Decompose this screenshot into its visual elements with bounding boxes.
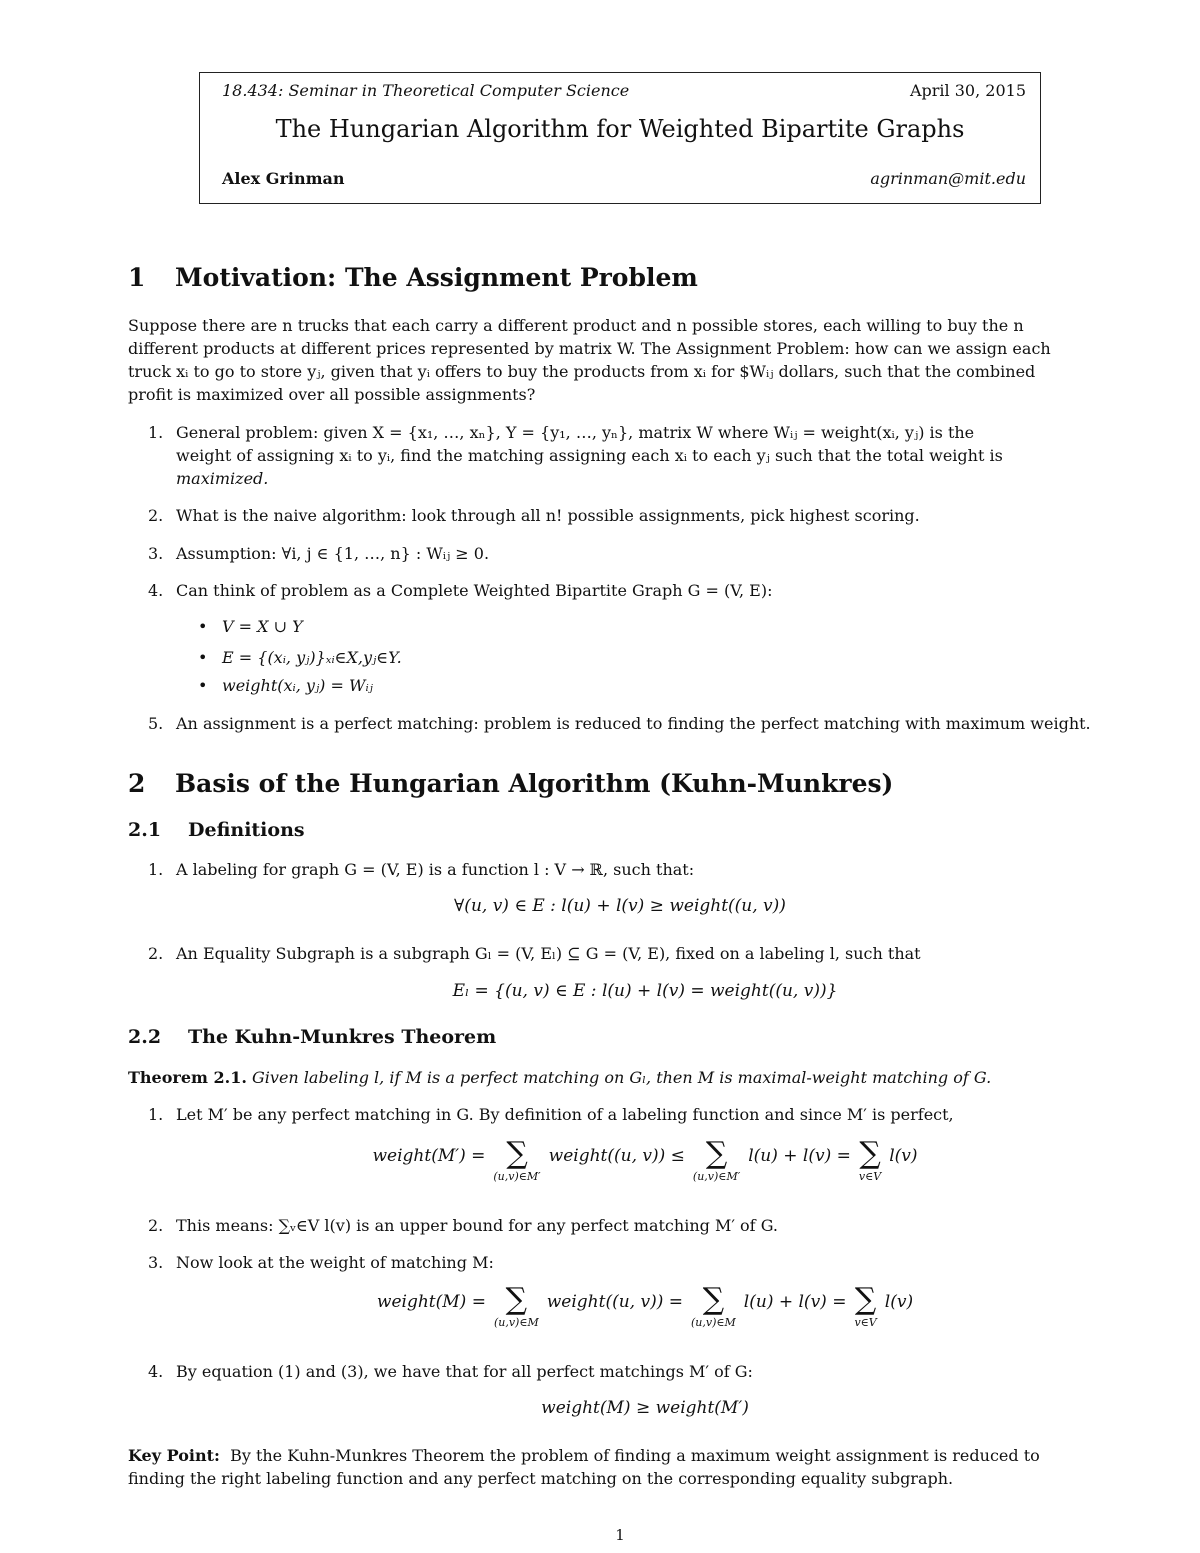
bullet-text: weight(xᵢ, yⱼ) = Wᵢⱼ bbox=[222, 676, 373, 695]
equation-term: l(u) + l(v) = bbox=[743, 1292, 847, 1312]
page-number: 1 bbox=[615, 1526, 625, 1544]
list-item bbox=[148, 421, 1116, 490]
author-email: agrinman@mit.edu bbox=[870, 169, 1026, 188]
key-point-label: Key Point: bbox=[128, 1446, 220, 1465]
key-point-line bbox=[128, 1444, 1118, 1467]
proof-item bbox=[148, 1360, 1116, 1383]
sigma-symbol: ∑ bbox=[705, 1136, 728, 1171]
equation-term: l(v) bbox=[884, 1292, 914, 1312]
item-line: General problem: given X = {x₁, …, xₙ}, Y = {y₁, …, yₙ}, matrix W where Wᵢⱼ = weight(xᵢ, yⱼ) is the bbox=[176, 423, 975, 442]
list-item bbox=[148, 504, 1116, 527]
equality-subgraph-equation: Eₗ = {(u, v) ∈ E : l(u) + l(v) = weight((u, v))} bbox=[452, 981, 838, 1001]
summation bbox=[493, 1136, 541, 1183]
item-number: 1. bbox=[148, 860, 164, 879]
proof-item bbox=[148, 1251, 1116, 1274]
item-number: 3. bbox=[148, 1253, 164, 1272]
proof-text: Now look at the weight of matching M: bbox=[176, 1253, 494, 1272]
proof-text: This means: ∑ᵥ∈V l(v) is an upper bound for any perfect matching M′ of G. bbox=[176, 1216, 778, 1235]
proof-item bbox=[148, 1214, 1116, 1237]
equation-term: weight((u, v)) = bbox=[546, 1292, 683, 1312]
bullet-text: E = {(xᵢ, yⱼ)}ₓᵢ∈X,yⱼ∈Y. bbox=[222, 648, 402, 667]
proof-text: By equation (1) and (3), we have that for all perfect matchings M′ of G: bbox=[176, 1362, 753, 1381]
summation-range: (u,v)∈M bbox=[493, 1316, 539, 1329]
definition-item bbox=[148, 942, 1116, 965]
item-line: Assumption: ∀i, j ∈ {1, …, n} : Wᵢⱼ ≥ 0. bbox=[176, 544, 490, 563]
item-line: weight of assigning xᵢ to yᵢ, find the matching assigning each xᵢ to each yⱼ such that the total weight is bbox=[176, 446, 1003, 465]
sigma-symbol: ∑ bbox=[506, 1136, 528, 1171]
header-box bbox=[199, 72, 1041, 204]
item-number: 4. bbox=[148, 1362, 164, 1381]
sigma-symbol: ∑ bbox=[505, 1282, 528, 1317]
intro-paragraph bbox=[128, 314, 1118, 406]
item-number: 3. bbox=[148, 544, 164, 563]
bullet-dot: • bbox=[198, 617, 208, 636]
key-point-paragraph bbox=[128, 1444, 1118, 1490]
subsection-heading bbox=[128, 1026, 496, 1048]
subsection-title: The Kuhn-Munkres Theorem bbox=[188, 1026, 497, 1048]
definition-item bbox=[148, 858, 1116, 881]
item-line: An assignment is a perfect matching: problem is reduced to finding the perfect matching with maximum weight. bbox=[176, 714, 1091, 733]
summation-range: (u,v)∈M′ bbox=[692, 1170, 741, 1183]
equation-1 bbox=[0, 1136, 1200, 1183]
summation-range: v∈V bbox=[854, 1316, 877, 1329]
document-title: The Hungarian Algorithm for Weighted Bipartite Graphs bbox=[275, 115, 965, 143]
theorem-statement bbox=[128, 1066, 991, 1089]
bullet-dot: • bbox=[198, 676, 208, 695]
item-number: 2. bbox=[148, 506, 164, 525]
equation-3 bbox=[0, 1282, 1200, 1329]
theorem-label: Theorem 2.1. bbox=[128, 1068, 247, 1087]
proof-item bbox=[148, 1103, 1116, 1126]
item-number: 1. bbox=[148, 423, 164, 442]
bullet-item bbox=[198, 648, 402, 667]
section-2-heading bbox=[128, 769, 893, 798]
summation-range: (u,v)∈M bbox=[691, 1316, 736, 1329]
item-number: 2. bbox=[148, 1216, 164, 1235]
sigma-symbol: ∑ bbox=[859, 1136, 881, 1171]
course-name: 18.434: Seminar in Theoretical Computer Science bbox=[222, 81, 630, 100]
item-number: 4. bbox=[148, 581, 164, 600]
summation bbox=[692, 1136, 741, 1183]
equation-term: l(u) + l(v) = bbox=[748, 1146, 851, 1166]
section-number: 2 bbox=[128, 769, 146, 798]
definition-text: A labeling for graph G = (V, E) is a function l : V → ℝ, such that: bbox=[176, 860, 695, 879]
bullet-dot: • bbox=[198, 648, 208, 667]
section-title: Basis of the Hungarian Algorithm (Kuhn-Munkres) bbox=[175, 769, 894, 798]
list-item bbox=[148, 579, 1116, 602]
equation-lhs: weight(M′) = bbox=[372, 1146, 486, 1166]
author-name: Alex Grinman bbox=[222, 169, 345, 188]
theorem-text: Given labeling l, if M is a perfect matching on Gₗ, then M is maximal-weight matching of G. bbox=[252, 1068, 992, 1087]
bullet-item bbox=[198, 617, 303, 636]
item-number: 1. bbox=[148, 1105, 164, 1124]
item-line: What is the naive algorithm: look through all n! possible assignments, pick highest scoring. bbox=[176, 506, 920, 525]
proof-text: Let M′ be any perfect matching in G. By definition of a labeling function and since M′ is perfect, bbox=[176, 1105, 954, 1124]
summation bbox=[858, 1136, 882, 1183]
intro-line: Suppose there are n trucks that each carry a different product and n possible stores, each willing to buy the n bbox=[128, 316, 1024, 335]
item-line: Can think of problem as a Complete Weighted Bipartite Graph G = (V, E): bbox=[176, 581, 773, 600]
key-point-line: finding the right labeling function and any perfect matching on the corresponding equality subgraph. bbox=[128, 1469, 954, 1488]
summation bbox=[493, 1282, 539, 1329]
bullet-item bbox=[198, 676, 373, 695]
final-inequality: weight(M) ≥ weight(M′) bbox=[541, 1398, 749, 1418]
document-date: April 30, 2015 bbox=[909, 81, 1026, 100]
list-item bbox=[148, 712, 1116, 735]
sigma-symbol: ∑ bbox=[854, 1282, 877, 1317]
section-1-heading bbox=[128, 263, 698, 292]
item-line: maximized. bbox=[176, 469, 269, 488]
summation-range: v∈V bbox=[858, 1170, 882, 1183]
subsection-number: 2.1 bbox=[128, 819, 162, 841]
key-point-text: By the Kuhn-Munkres Theorem the problem of finding a maximum weight assignment is reduced to bbox=[230, 1446, 1040, 1465]
intro-line: profit is maximized over all possible assignments? bbox=[128, 385, 536, 404]
section-title: Motivation: The Assignment Problem bbox=[175, 263, 698, 292]
equation-term: weight((u, v)) ≤ bbox=[548, 1146, 685, 1166]
definition-text: An Equality Subgraph is a subgraph Gₗ = (V, Eₗ) ⊆ G = (V, E), fixed on a labeling l, such that bbox=[176, 944, 921, 963]
labeling-equation: ∀(u, v) ∈ E : l(u) + l(v) ≥ weight((u, v)) bbox=[454, 896, 786, 916]
bullet-text: V = X ∪ Y bbox=[222, 617, 303, 636]
summation bbox=[854, 1282, 877, 1329]
summation-range: (u,v)∈M′ bbox=[493, 1170, 541, 1183]
item-number: 5. bbox=[148, 714, 164, 733]
equation-lhs: weight(M) = bbox=[376, 1292, 486, 1312]
sigma-symbol: ∑ bbox=[702, 1282, 725, 1317]
list-item bbox=[148, 542, 1116, 565]
subsection-heading bbox=[128, 819, 305, 841]
summation bbox=[691, 1282, 736, 1329]
subsection-title: Definitions bbox=[188, 819, 305, 841]
section-number: 1 bbox=[128, 263, 146, 292]
subsection-number: 2.2 bbox=[128, 1026, 162, 1048]
intro-line: truck xᵢ to go to store yⱼ, given that yᵢ offers to buy the products from xᵢ for $Wᵢⱼ dollars, such that the combined bbox=[128, 362, 1036, 381]
intro-line: different products at different prices represented by matrix W. The Assignment Problem: how can we assign each bbox=[128, 339, 1051, 358]
equation-term: l(v) bbox=[889, 1146, 918, 1166]
item-number: 2. bbox=[148, 944, 164, 963]
